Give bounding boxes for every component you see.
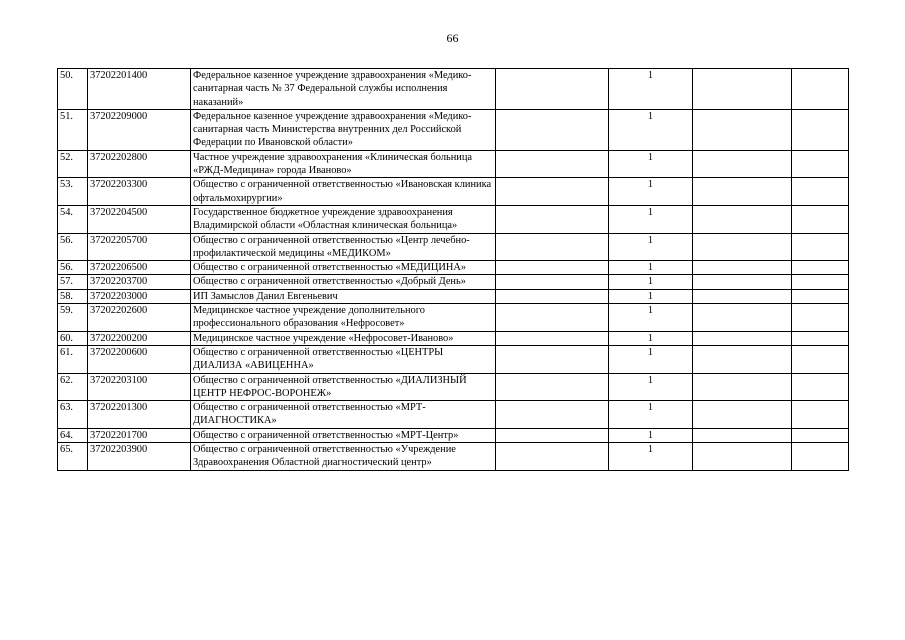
row-empty-cell	[792, 150, 849, 178]
row-empty-cell	[496, 205, 609, 233]
table-row	[58, 401, 849, 429]
row-code: 37202201400	[88, 69, 191, 110]
row-empty-cell	[496, 373, 609, 401]
page-number: 66	[446, 31, 459, 45]
row-empty-cell	[792, 373, 849, 401]
row-value: 1	[609, 304, 693, 332]
row-organization-name: Федеральное казенное учреждение здравоохранения «Медико-санитарная часть Министерства внутренних дел Российской Федерации по Ивановской области»	[191, 109, 496, 150]
row-empty-cell	[792, 443, 849, 471]
table-row	[58, 373, 849, 401]
table-row	[58, 261, 849, 275]
row-empty-cell	[496, 233, 609, 261]
row-number: 52.	[58, 150, 88, 178]
row-code: 37202203900	[88, 443, 191, 471]
row-empty-cell	[693, 205, 792, 233]
row-empty-cell	[693, 261, 792, 275]
row-organization-name: Общество с ограниченной ответственностью «Центр лечебно-профилактической медицины «МЕДИКОМ»	[191, 233, 496, 261]
row-code: 37202201300	[88, 401, 191, 429]
row-empty-cell	[496, 331, 609, 345]
row-number: 53.	[58, 178, 88, 206]
row-empty-cell	[792, 261, 849, 275]
row-number: 65.	[58, 443, 88, 471]
row-empty-cell	[792, 331, 849, 345]
row-empty-cell	[693, 443, 792, 471]
row-value: 1	[609, 443, 693, 471]
row-value: 1	[609, 275, 693, 289]
row-empty-cell	[496, 428, 609, 442]
row-empty-cell	[792, 275, 849, 289]
row-organization-name: Государственное бюджетное учреждение здравоохранения Владимирской области «Областная клиническая больница»	[191, 205, 496, 233]
row-organization-name: Общество с ограниченной ответственностью «ЦЕНТРЫ ДИАЛИЗА «АВИЦЕННА»	[191, 345, 496, 373]
row-empty-cell	[693, 178, 792, 206]
row-empty-cell	[693, 289, 792, 303]
row-organization-name: Общество с ограниченной ответственностью «МРТ-ДИАГНОСТИКА»	[191, 401, 496, 429]
row-code: 37202203300	[88, 178, 191, 206]
table-row	[58, 428, 849, 442]
row-empty-cell	[792, 109, 849, 150]
row-empty-cell	[496, 289, 609, 303]
table-row	[58, 275, 849, 289]
row-empty-cell	[496, 304, 609, 332]
table-row	[58, 205, 849, 233]
row-code: 37202200600	[88, 345, 191, 373]
row-empty-cell	[693, 150, 792, 178]
row-number: 56.	[58, 233, 88, 261]
row-value: 1	[609, 401, 693, 429]
row-empty-cell	[792, 401, 849, 429]
row-code: 37202202600	[88, 304, 191, 332]
row-code: 37202201700	[88, 428, 191, 442]
row-organization-name: Общество с ограниченной ответственностью «Учреждение Здравоохранения Областной диагностический центр»	[191, 443, 496, 471]
table-row	[58, 345, 849, 373]
row-organization-name: Общество с ограниченной ответственностью «МЕДИЦИНА»	[191, 261, 496, 275]
row-value: 1	[609, 150, 693, 178]
table-row	[58, 69, 849, 110]
row-number: 57.	[58, 275, 88, 289]
registry-table	[57, 68, 849, 471]
row-code: 37202205700	[88, 233, 191, 261]
row-code: 37202203000	[88, 289, 191, 303]
row-empty-cell	[693, 401, 792, 429]
row-number: 64.	[58, 428, 88, 442]
row-value: 1	[609, 345, 693, 373]
row-empty-cell	[496, 401, 609, 429]
row-empty-cell	[496, 275, 609, 289]
row-empty-cell	[496, 178, 609, 206]
row-code: 37202209000	[88, 109, 191, 150]
row-empty-cell	[496, 69, 609, 110]
row-organization-name: Федеральное казенное учреждение здравоохранения «Медико-санитарная часть № 37 Федеральной службы исполнения наказаний»	[191, 69, 496, 110]
row-empty-cell	[792, 345, 849, 373]
table-row	[58, 109, 849, 150]
row-empty-cell	[792, 428, 849, 442]
row-empty-cell	[693, 428, 792, 442]
row-organization-name: Медицинское частное учреждение «Нефросовет-Иваново»	[191, 331, 496, 345]
row-code: 37202200200	[88, 331, 191, 345]
row-value: 1	[609, 428, 693, 442]
row-empty-cell	[496, 261, 609, 275]
table-row	[58, 443, 849, 471]
row-empty-cell	[693, 275, 792, 289]
row-empty-cell	[693, 345, 792, 373]
row-value: 1	[609, 331, 693, 345]
row-empty-cell	[693, 373, 792, 401]
row-number: 59.	[58, 304, 88, 332]
row-organization-name: ИП Замыслов Данил Евгеньевич	[191, 289, 496, 303]
table-row	[58, 331, 849, 345]
row-empty-cell	[496, 150, 609, 178]
row-code: 37202206500	[88, 261, 191, 275]
table-row	[58, 304, 849, 332]
table-row	[58, 178, 849, 206]
row-empty-cell	[496, 109, 609, 150]
row-empty-cell	[693, 331, 792, 345]
row-empty-cell	[496, 443, 609, 471]
row-value: 1	[609, 178, 693, 206]
row-number: 51.	[58, 109, 88, 150]
row-number: 56.	[58, 261, 88, 275]
table-row	[58, 289, 849, 303]
row-value: 1	[609, 69, 693, 110]
table-row	[58, 233, 849, 261]
row-empty-cell	[792, 178, 849, 206]
row-number: 58.	[58, 289, 88, 303]
row-number: 63.	[58, 401, 88, 429]
row-code: 37202204500	[88, 205, 191, 233]
row-number: 60.	[58, 331, 88, 345]
row-value: 1	[609, 261, 693, 275]
row-organization-name: Общество с ограниченной ответственностью «Добрый День»	[191, 275, 496, 289]
row-empty-cell	[693, 304, 792, 332]
row-empty-cell	[693, 69, 792, 110]
row-value: 1	[609, 373, 693, 401]
row-organization-name: Общество с ограниченной ответственностью «Ивановская клиника офтальмохирургии»	[191, 178, 496, 206]
row-number: 54.	[58, 205, 88, 233]
row-empty-cell	[792, 205, 849, 233]
row-value: 1	[609, 109, 693, 150]
row-empty-cell	[792, 69, 849, 110]
row-value: 1	[609, 205, 693, 233]
row-empty-cell	[693, 233, 792, 261]
row-empty-cell	[792, 304, 849, 332]
row-number: 62.	[58, 373, 88, 401]
row-empty-cell	[693, 109, 792, 150]
row-number: 50.	[58, 69, 88, 110]
row-value: 1	[609, 233, 693, 261]
row-code: 37202203100	[88, 373, 191, 401]
row-value: 1	[609, 289, 693, 303]
row-organization-name: Частное учреждение здравоохранения «Клиническая больница «РЖД-Медицина» города Иваново»	[191, 150, 496, 178]
row-organization-name: Общество с ограниченной ответственностью «МРТ-Центр»	[191, 428, 496, 442]
row-empty-cell	[792, 233, 849, 261]
row-code: 37202202800	[88, 150, 191, 178]
row-organization-name: Медицинское частное учреждение дополнительного профессионального образования «Нефросовет»	[191, 304, 496, 332]
row-empty-cell	[496, 345, 609, 373]
row-organization-name: Общество с ограниченной ответственностью «ДИАЛИЗНЫЙ ЦЕНТР НЕФРОС-ВОРОНЕЖ»	[191, 373, 496, 401]
row-number: 61.	[58, 345, 88, 373]
table-row	[58, 150, 849, 178]
row-empty-cell	[792, 289, 849, 303]
row-code: 37202203700	[88, 275, 191, 289]
